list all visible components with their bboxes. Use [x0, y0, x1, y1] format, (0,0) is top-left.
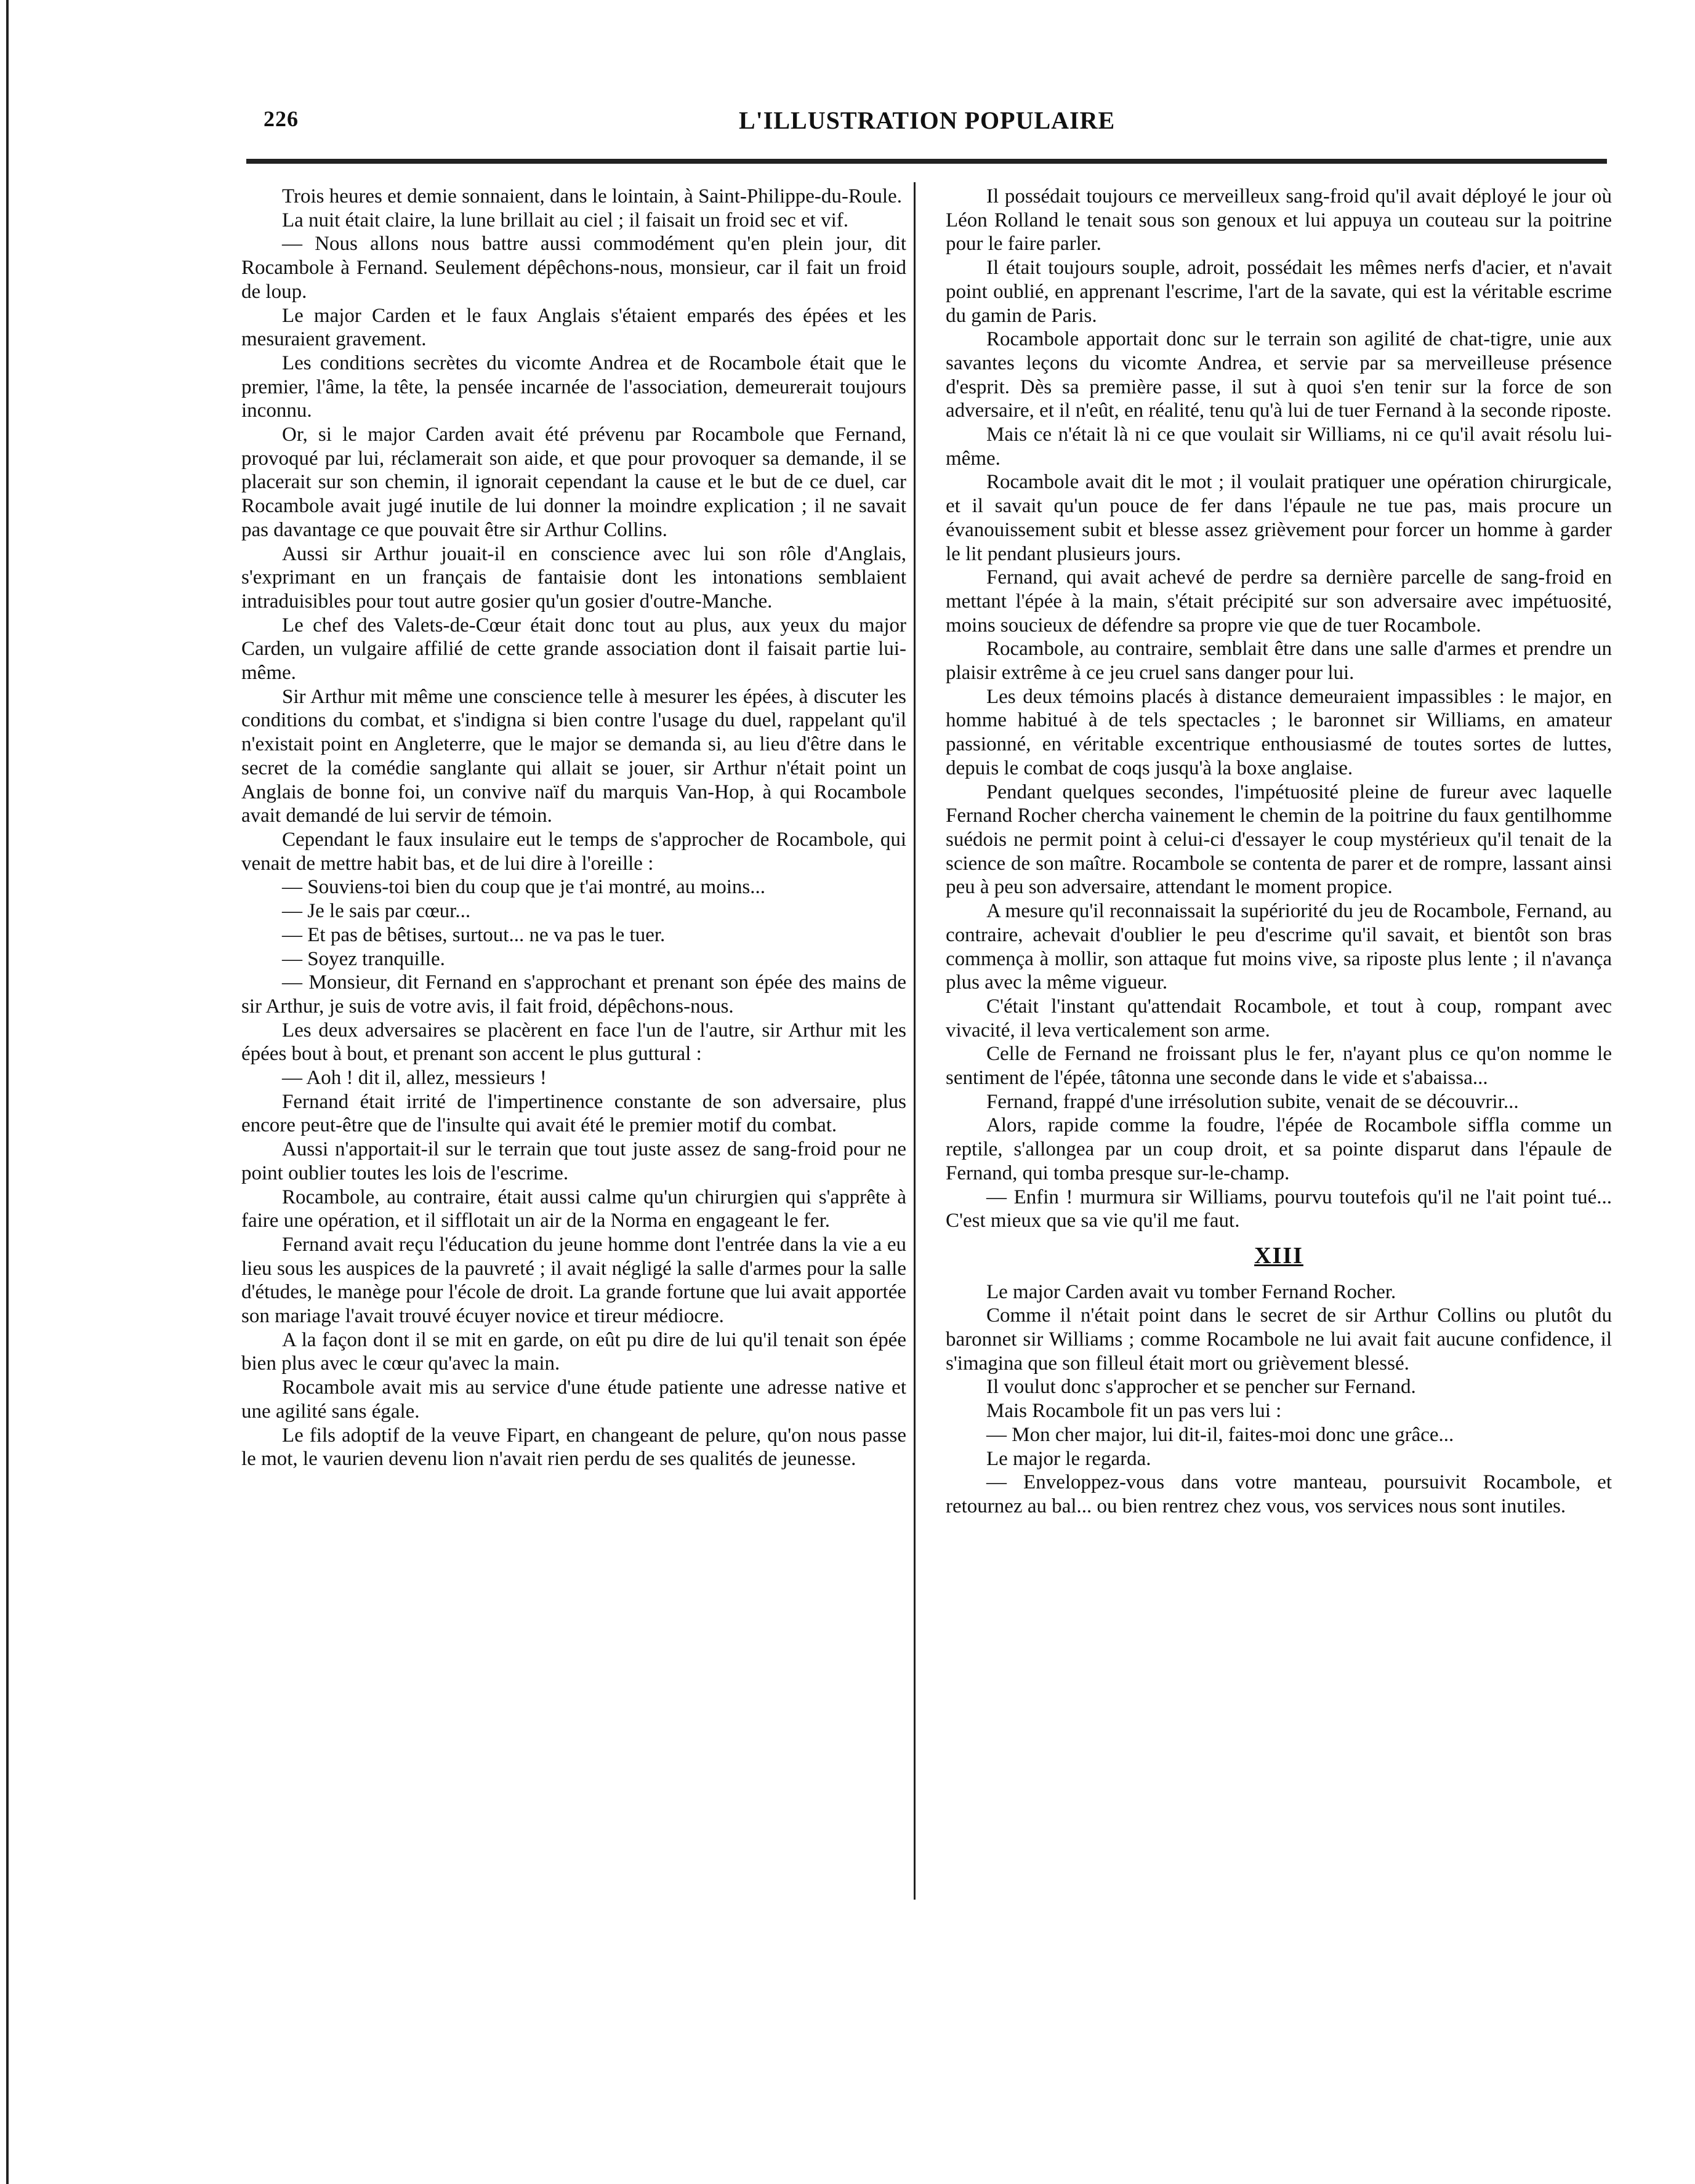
paragraph: Alors, rapide comme la foudre, l'épée de Rocambole siffla comme un reptile, s'allongea par un coup droit, et sa pointe disparut dans l'épaule de Fernand, qui tomba presque sur-le-champ.	[946, 1114, 1612, 1184]
paragraph: — Mon cher major, lui dit-il, faites-moi donc une grâce...	[986, 1423, 1454, 1446]
paragraph: — Enveloppez-vous dans votre manteau, poursuivit Rocambole, et retournez au bal... ou bien rentrez chez vous, vos services nous sont inutiles.	[946, 1471, 1612, 1517]
right-column-text-before	[946, 185, 1612, 1233]
paragraph: — Enfin ! murmura sir Williams, pourvu toutefois qu'il ne l'ait point tué... C'est mieux que sa vie qu'il me faut.	[946, 1186, 1612, 1232]
left-column	[241, 185, 906, 1471]
paragraph: — Et pas de bêtises, surtout... ne va pas le tuer.	[282, 923, 666, 946]
paragraph: — Monsieur, dit Fernand en s'approchant et prenant son épée des mains de sir Arthur, je suis de votre avis, il fait froid, dépêchons-nous.	[241, 971, 906, 1018]
paragraph: Fernand, qui avait achevé de perdre sa dernière parcelle de sang-froid en mettant l'épée à la main, s'était précipité sur son adversaire avec impétuosité, moins soucieux de défendre sa propre vie que de tuer Rocambole.	[946, 566, 1612, 636]
paragraph: — Soyez tranquille.	[282, 947, 445, 970]
paragraph: Le major le regarda.	[986, 1447, 1151, 1470]
paragraph: Les deux témoins placés à distance demeuraient impassibles : le major, en homme habitué à de tels spectacles ; le baronnet sir Williams, en amateur passionné, en véritable excentrique enthousiasmé de toutes sortes de luttes, depuis le combat de coqs jusqu'à la boxe anglaise.	[946, 685, 1612, 779]
paragraph: — Nous allons nous battre aussi commodément qu'en plein jour, dit Rocambole à Fernand. Seulement dépêchons-nous, monsieur, car il fait un froid de loup.	[241, 233, 906, 303]
paragraph: Fernand avait reçu l'éducation du jeune homme dont l'entrée dans la vie a eu lieu sous les auspices de la pauvreté ; il avait négligé la salle d'armes pour la salle d'études, le manège pour l'école de droit. La grande fortune que lui avait apportée son mariage l'avait trouvé écuyer novice et tireur médiocre.	[241, 1233, 906, 1328]
paragraph: Rocambole avait mis au service d'une étude patiente une adresse native et une agilité sans égale.	[241, 1376, 906, 1423]
chapter-heading: XIII	[1254, 1242, 1303, 1269]
paragraph: — Souviens-toi bien du coup que je t'ai montré, au moins...	[282, 876, 765, 899]
right-column-text-after	[946, 1280, 1612, 1519]
paragraph: Cependant le faux insulaire eut le temps de s'approcher de Rocambole, qui venait de mettre habit bas, et de lui dire à l'oreille :	[241, 828, 906, 875]
column-divider	[914, 182, 916, 1900]
paragraph: A la façon dont il se mit en garde, on eût pu dire de lui qu'il tenait son épée bien plus avec le cœur qu'avec la main.	[241, 1328, 906, 1375]
paragraph: Il voulut donc s'approcher et se pencher sur Fernand.	[986, 1376, 1416, 1399]
header-rule	[246, 159, 1607, 164]
paragraph: Les conditions secrètes du vicomte Andrea et de Rocambole était que le premier, l'âme, la tête, la pensée incarnée de l'association, demeurerait toujours inconnu.	[241, 351, 906, 422]
paragraph: Celle de Fernand ne froissant plus le fer, n'ayant plus ce qu'on nomme le sentiment de l'épée, tâtonna une seconde dans le vide et s'abaissa...	[946, 1043, 1612, 1090]
scan-edge-line	[6, 0, 9, 2184]
paragraph: Le fils adoptif de la veuve Fipart, en changeant de pelure, qu'on nous passe le mot, le vaurien devenu lion n'avait rien perdu de ses qualités de jeunesse.	[241, 1424, 906, 1471]
paragraph: Fernand, frappé d'une irrésolution subite, venait de se découvrir...	[986, 1090, 1519, 1113]
running-title: L'ILLUSTRATION POPULAIRE	[739, 106, 1116, 134]
paragraph: Aussi sir Arthur jouait-il en conscience avec lui son rôle d'Anglais, s'exprimant en un français de fantaisie dont les intonations semblaient intraduisibles pour tout autre gosier qu'un gosier d'outre-Manche.	[241, 542, 906, 612]
paragraph: Mais Rocambole fit un pas vers lui :	[986, 1400, 1282, 1423]
page-number: 226	[264, 106, 299, 131]
paragraph: Sir Arthur mit même une conscience telle à mesurer les épées, à discuter les conditions du combat, et s'indigna si bien contre l'usage du duel, rappelant qu'il n'existait point en Angleterre, que le major se demanda si, au lieu d'être dans le secret de la comédie sanglante qui allait se jouer, sir Arthur n'était point un Anglais de bonne foi, un convive naïf du marquis Van-Hop, à qui Rocambole avait demandé de lui servir de témoin.	[241, 685, 906, 827]
paragraph: Le major Carden avait vu tomber Fernand Rocher.	[986, 1280, 1396, 1303]
right-column	[946, 185, 1612, 1519]
paragraph: — Aoh ! dit il, allez, messieurs !	[282, 1067, 547, 1090]
paragraph: Rocambole apportait donc sur le terrain son agilité de chat-tigre, unie aux savantes leçons du vicomte Andrea, et servie par sa merveilleuse présence d'esprit. Dès sa première passe, il sut à quoi s'en tenir sur la force de son adversaire, et il n'eût, en réalité, tenu qu'à lui de tuer Fernand à la seconde riposte.	[946, 328, 1612, 422]
paragraph: Comme il n'était point dans le secret de sir Arthur Collins ou plutôt du baronnet sir Williams ; comme Rocambole ne lui avait fait aucune confidence, il s'imagina que son filleul était mort ou grièvement blessé.	[946, 1304, 1612, 1375]
paragraph: Aussi n'apportait-il sur le terrain que tout juste assez de sang-froid pour ne point oublier toutes les lois de l'escrime.	[241, 1138, 906, 1184]
paragraph: Rocambole avait dit le mot ; il voulait pratiquer une opération chirurgicale, et il savait qu'un pouce de fer dans l'épaule ne tue pas, mais procure un évanouissement subit et blesse assez grièvement pour forcer un homme à garder le lit pendant plusieurs jours.	[946, 471, 1612, 565]
paragraph: Il possédait toujours ce merveilleux sang-froid qu'il avait déployé le jour où Léon Rolland le tenait sous son genoux et lui appuya un couteau sur la poitrine pour le faire parler.	[946, 185, 1612, 255]
paragraph: C'était l'instant qu'attendait Rocambole, et tout à coup, rompant avec vivacité, il leva verticalement son arme.	[946, 995, 1612, 1042]
paragraph: — Je le sais par cœur...	[282, 900, 471, 923]
paragraph: Rocambole, au contraire, était aussi calme qu'un chirurgien qui s'apprête à faire une opération, et il sifflotait un air de la Norma en engageant le fer.	[241, 1186, 906, 1232]
paragraph: Mais ce n'était là ni ce que voulait sir Williams, ni ce qu'il avait résolu lui-même.	[946, 424, 1612, 470]
paragraph: Les deux adversaires se placèrent en face l'un de l'autre, sir Arthur mit les épées bout à bout, et prenant son accent le plus guttural :	[241, 1019, 906, 1066]
paragraph: Le chef des Valets-de-Cœur était donc tout au plus, aux yeux du major Carden, un vulgaire affilié de cette grande association dont il faisait partie lui-même.	[241, 614, 906, 685]
paragraph: Le major Carden et le faux Anglais s'étaient emparés des épées et les mesuraient gravement.	[241, 304, 906, 351]
paragraph: La nuit était claire, la lune brillait au ciel ; il faisait un froid sec et vif.	[282, 209, 848, 231]
paragraph: Fernand était irrité de l'impertinence constante de son adversaire, plus encore peut-être que de l'insulte qui avait été le premier motif du combat.	[241, 1090, 906, 1137]
paragraph: Trois heures et demie sonnaient, dans le lointain, à Saint-Philippe-du-Roule.	[282, 185, 902, 207]
paragraph: Or, si le major Carden avait été prévenu par Rocambole que Fernand, provoqué par lui, réclamerait son aide, et que pour provoquer sa demande, il se placerait sur son chemin, il ignorait cependant la cause et le but de ce duel, car Rocambole avait jugé inutile de lui donner la moindre explication ; il ne savait pas davantage ce que pouvait être sir Arthur Collins.	[241, 424, 906, 541]
paragraph: A mesure qu'il reconnaissait la supériorité du jeu de Rocambole, Fernand, au contraire, achevait d'oublier le peu d'escrime qu'il savait, et bientôt son bras commença à mollir, son attaque fut moins vive, sa riposte plus lente ; il n'avança plus avec la même vigueur.	[946, 900, 1612, 994]
paragraph: Rocambole, au contraire, semblait être dans une salle d'armes et prendre un plaisir extrême à ce jeu cruel sans danger pour lui.	[946, 638, 1612, 685]
paragraph: Il était toujours souple, adroit, possédait les mêmes nerfs d'acier, et n'avait point oublié, en apprenant l'escrime, l'art de la savate, qui est la véritable escrime du gamin de Paris.	[946, 257, 1612, 327]
paragraph: Pendant quelques secondes, l'impétuosité pleine de fureur avec laquelle Fernand Rocher chercha vainement le chemin de la poitrine du faux gentilhomme suédois ne permit point à celui-ci d'essayer le coup mystérieux qu'il tenait de la science de son maître. Rocambole se contenta de parer et de rompre, lassant ainsi peu à peu son adversaire, attendant le moment propice.	[946, 781, 1612, 899]
